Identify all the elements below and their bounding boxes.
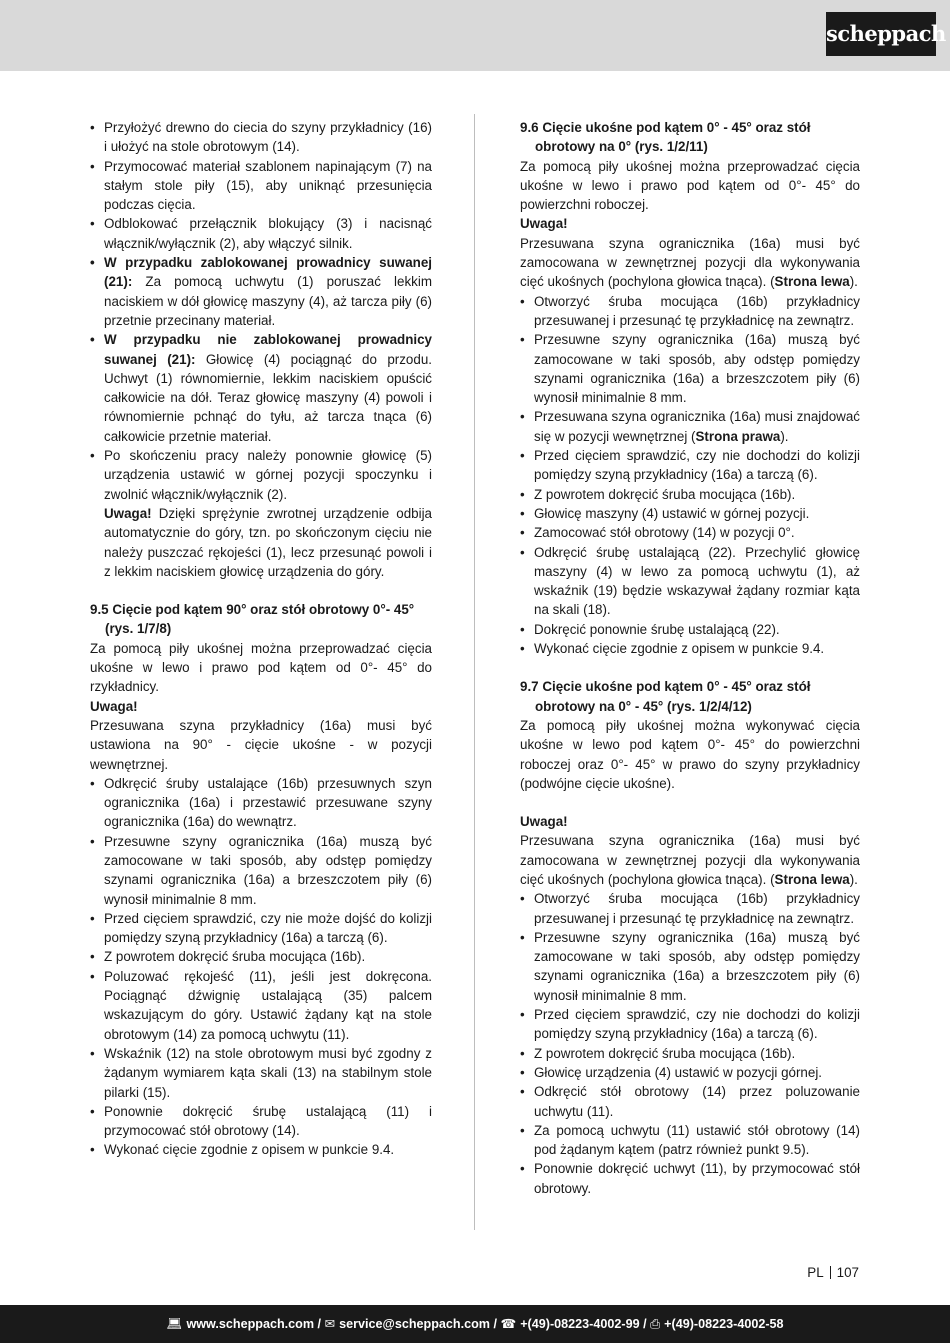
list-item: • W przypadku zablokowanej prowadnicy suwanej (21): Za pomocą uchwytu (1) poruszać lekkim naciskiem w dół głowicę maszyny (4), aż tarcza piły (6) przetnie przecinany materiał. <box>90 253 432 330</box>
website-link[interactable]: www.scheppach.com / <box>186 1317 322 1331</box>
list-item: • Przed cięciem sprawdzić, czy nie może dojść do kolizji pomiędzy szyną przykładnicy (16a) a tarczą (6). <box>90 909 432 948</box>
list-item: • Odkręcić stół obrotowy (14) przez poluzowanie uchwytu (11). <box>520 1082 860 1121</box>
list-item: • Z powrotem dokręcić śruba mocująca (16b). <box>520 485 860 504</box>
section-title-9-5: 9.5 Cięcie pod kątem 90° oraz stół obrotowy 0°- 45° (rys. 1/7/8) <box>90 602 415 637</box>
list-item: • Przesuwne szyny ogranicznika (16a) muszą być zamocowane w taki sposób, aby odstęp pomiędzy szynami ogranicznika (16a) a brzeszczotem piły (6) wynosił minimalnie 8 mm. <box>90 832 432 909</box>
section-title-9-6: 9.6 Cięcie ukośne pod kątem 0° - 45° oraz stół obrotowy na 0° (rys. 1/2/11) <box>520 120 811 155</box>
warning-label: Uwaga! <box>520 814 568 830</box>
phone-number: +(49)-08223-4002-99 / <box>520 1317 647 1331</box>
section-9-5-steps <box>90 774 432 1160</box>
section-intro: Za pomocą piły ukośnej można przeprowadzać cięcia ukośne w lewo i prawo pod kątem od 0°- 45° do powierzchni roboczej. <box>520 158 860 213</box>
warning-label: Uwaga! <box>90 698 138 714</box>
right-column <box>520 118 860 1198</box>
phone-icon: ☎ <box>500 1317 517 1331</box>
list-item: • Za pomocą uchwytu (11) ustawić stół obrotowy (14) pod żądanym kątem (patrz również punkt 9.5). <box>520 1121 860 1160</box>
page-separator <box>830 1266 831 1279</box>
footer-band <box>0 1305 950 1343</box>
operation-steps-list <box>90 118 432 504</box>
list-item: • Głowicę maszyny (4) ustawić w górnej pozycji. <box>520 504 860 523</box>
list-item: • Z powrotem dokręcić śruba mocująca (16b). <box>90 947 432 966</box>
list-item: • Przesuwne szyny ogranicznika (16a) muszą być zamocowane w taki sposób, aby odstęp pomiędzy szynami ogranicznika (16a) a brzeszczotem piły (6) wynosił minimalnie 8 mm. <box>520 928 860 1005</box>
list-item: • Poluzować rękojeść (11), jeśli jest dokręcona. Pociągnąć dźwignię ustalającą (35) palcem wskazującym do góry. Ustawić żądany kąt na stole obrotowym (14) za pomocą uchwytu (11). <box>90 967 432 1044</box>
list-item: • Przed cięciem sprawdzić, czy nie dochodzi do kolizji pomiędzy szyną przykładnicy (16a) a tarczą (6). <box>520 446 860 485</box>
list-item: • Ponownie dokręcić uchwyt (11), by przymocować stół obrotowy. <box>520 1159 860 1198</box>
list-item: • W przypadku nie zablokowanej prowadnicy suwanej (21): Głowicę (4) pociągnąć do przodu. Uchwyt (1) równomiernie, lekkim naciskiem opuścić całkowicie na dół. Teraz głowicę maszyny (4) powoli i równomiernie pchnąć do tyłu, aż tarcza tnąca (6) całkowicie przetnie materiał. <box>90 330 432 446</box>
list-item: • Przesuwne szyny ogranicznika (16a) muszą być zamocowane w taki sposób, aby odstęp pomiędzy szynami ogranicznika (16a) a brzeszczotem piły (6) wynosił minimalnie 8 mm. <box>520 330 860 407</box>
section-title-9-7: 9.7 Cięcie ukośne pod kątem 0° - 45° oraz stół obrotowy na 0° - 45° (rys. 1/2/4/12) <box>520 679 811 714</box>
list-item: • Przyłożyć drewno do ciecia do szyny przykładnicy (16) i ułożyć na stole obrotowym (14). <box>90 118 432 157</box>
warning-text: Przesuwana szyna ogranicznika (16a) musi być zamocowana w zewnętrznej pozycji dla wykonywania cięć ukośnych (pochylona głowica tnąca). (Strona lewa). <box>520 235 860 290</box>
list-item: • Zamocować stół obrotowy (14) w pozycji 0°. <box>520 523 860 542</box>
list-item: • Ponownie dokręcić śrubę ustalającą (11) i przymocować stół obrotowy (14). <box>90 1102 432 1141</box>
scheppach-logo: scheppach <box>826 12 936 56</box>
language-code: PL <box>807 1265 824 1280</box>
fax-number: +(49)-08223-4002-58 <box>664 1317 784 1331</box>
list-item: • Wskaźnik (12) na stole obrotowym musi być zgodny z żądanym wymiarem kąta skali (13) na stabilnym stole pilarki (15). <box>90 1044 432 1102</box>
list-item: • Odblokować przełącznik blokujący (3) i nacisnąć włącznik/wyłącznik (2), aby włączyć silnik. <box>90 214 432 253</box>
header-band <box>0 0 950 71</box>
spring-note: Uwaga! Dzięki sprężynie zwrotnej urządzenie odbija automatycznie do góry, tzn. po skończonym cięciu nie należy puszczać rękojeści (1), lecz przesunąć powoli i z lekkim naciskiem głowicę urządzenia do góry. <box>104 505 432 579</box>
list-item: • Odkręcić śruby ustalające (16b) przesuwnych szyn ogranicznika (16a) i przestawić przesuwane szyny ogranicznika (16a) do wewnątrz. <box>90 774 432 832</box>
page-number-value: 107 <box>836 1265 859 1280</box>
section-intro: Za pomocą piły ukośnej można przeprowadzać cięcia ukośne w lewo i prawo pod kątem od 0°- 45° do rzykładnicy. <box>90 640 432 695</box>
list-item: • Przymocować materiał szablonem napinającym (7) na stałym stole piły (15), aby uniknąć przesunięcia podczas cięcia. <box>90 157 432 215</box>
warning-text: Przesuwana szyna ogranicznika (16a) musi być zamocowana w zewnętrznej pozycji dla wykonywania cięć ukośnych (pochylona głowica tnąca). (Strona lewa). <box>520 833 860 887</box>
page-number <box>807 1265 859 1280</box>
left-column <box>90 118 432 1160</box>
list-item: • Przed cięciem sprawdzić, czy nie dochodzi do kolizji pomiędzy szyną przykładnicy (16a) a tarczą (6). <box>520 1005 860 1044</box>
list-item: • Dokręcić ponownie śrubę ustalającą (22). <box>520 620 860 639</box>
list-item: • Otworzyć śruba mocująca (16b) przykładnicy przesuwanej i przesunąć tę przykładnicę na zewnątrz. <box>520 292 860 331</box>
email-link[interactable]: service@scheppach.com / <box>339 1317 498 1331</box>
computer-icon: 💻︎ <box>166 1317 183 1331</box>
section-9-7-steps <box>520 889 860 1198</box>
fax-icon: ⎙ <box>650 1317 661 1331</box>
list-item: • Z powrotem dokręcić śruba mocująca (16b). <box>520 1044 860 1063</box>
list-item: • Wykonać cięcie zgodnie z opisem w punkcie 9.4. <box>90 1140 432 1159</box>
list-item: • Po skończeniu pracy należy ponownie głowicę (5) urządzenia ustawić w górnej pozycji spoczynku i zwolnić włącznik/wyłącznik (2). <box>90 446 432 504</box>
email-icon: ✉ <box>324 1317 336 1331</box>
section-intro: Za pomocą piły ukośnej można wykonywać cięcia ukośne w lewo pod kątem 0°- 45° do powierzchni roboczej oraz 0°- 45° w prawo do szyny przykładnicy (podwójne cięcie ukośne). <box>520 717 860 791</box>
list-item: • Otworzyć śruba mocująca (16b) przykładnicy przesuwanej i przesunąć tę przykładnicę na zewnątrz. <box>520 889 860 928</box>
list-item: • Głowicę urządzenia (4) ustawić w pozycji górnej. <box>520 1063 860 1082</box>
warning-label: Uwaga! <box>520 216 568 232</box>
column-divider <box>474 114 475 1230</box>
warning-text: Przesuwana szyna przykładnicy (16a) musi być ustawiona na 90° - cięcie ukośne - w pozycji wewnętrznej. <box>90 717 432 772</box>
list-item: • Odkręcić śrubę ustalającą (22). Przechylić głowicę maszyny (4) w lewo za pomocą uchwytu (1), aż wskaźnik (19) będzie wskazywał żądany rozmiar kąta na skali (18). <box>520 543 860 620</box>
list-item: • Przesuwana szyna ogranicznika (16a) musi znajdować się w pozycji wewnętrznej (Strona prawa). <box>520 407 860 446</box>
list-item: • Wykonać cięcie zgodnie z opisem w punkcie 9.4. <box>520 639 860 658</box>
section-9-6-steps <box>520 292 860 659</box>
